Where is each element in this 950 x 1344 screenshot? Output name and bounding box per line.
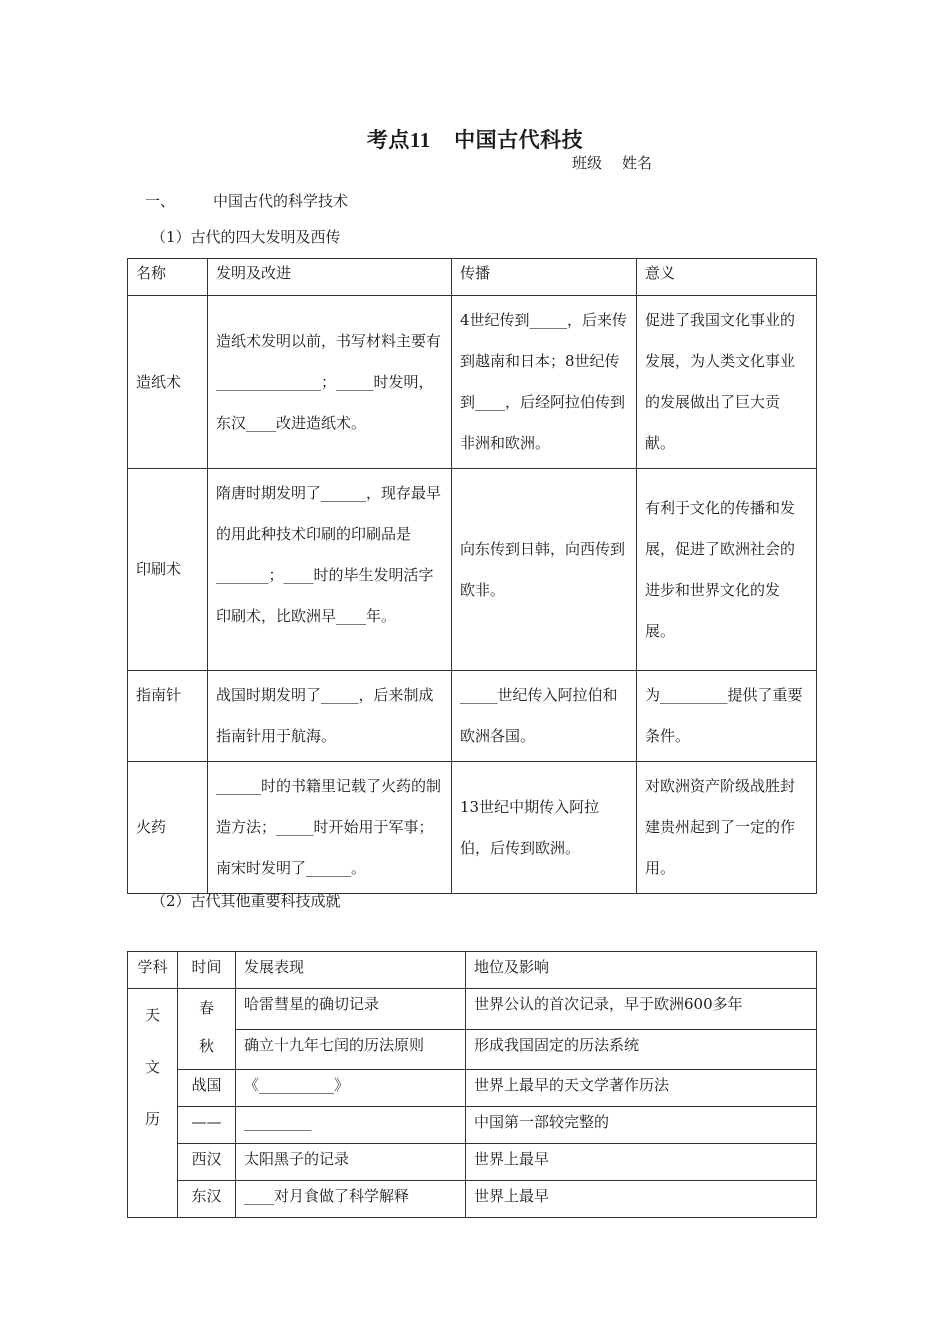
subject-char: 天 (144, 1006, 160, 1024)
subsection-four-inventions: （1）古代的四大发明及西传 (151, 228, 341, 246)
impact-cell: 世界上最早 (466, 1181, 817, 1218)
achievement-cell: ____对月食做了科学解释 (236, 1181, 466, 1218)
name-label: 姓名 (622, 154, 653, 172)
period-cell: 西汉 (178, 1144, 236, 1181)
subject-cell (128, 989, 178, 1218)
header-cell: 学科 (128, 952, 178, 989)
subject-char: 历 (144, 1110, 160, 1128)
header-cell: 传播 (452, 259, 637, 296)
subsection-other-achievements: （2）古代其他重要科技成就 (151, 892, 341, 910)
spread-detail: 4世纪传到_____，后来传到越南和日本；8世纪传到____，后经阿拉伯传到非洲和欧洲。 (452, 296, 637, 469)
invention-detail: 造纸术发明以前，书写材料主要有______________；_____时发明，东汉____改进造纸术。 (208, 296, 452, 469)
table-row (128, 1107, 817, 1144)
significance-detail: 促进了我国文化事业的发展，为人类文化事业的发展做出了巨大贡献。 (637, 296, 817, 469)
invention-name: 印刷术 (128, 469, 208, 671)
table-row (128, 1181, 817, 1218)
period-char: 秋 (198, 1037, 214, 1055)
title-prefix: 考点 (366, 127, 410, 152)
header-cell: 意义 (637, 259, 817, 296)
section-title: 中国古代的科学技术 (213, 192, 349, 210)
invention-detail: 战国时期发明了_____，后来制成指南针用于航海。 (208, 671, 452, 762)
spread-detail: _____世纪传入阿拉伯和欧洲各国。 (452, 671, 637, 762)
period-cell: 战国 (178, 1070, 236, 1107)
class-label: 班级 (572, 154, 603, 172)
impact-cell: 形成我国固定的历法系统 (466, 1029, 817, 1070)
significance-detail: 有利于文化的传播和发展，促进了欧洲社会的进步和世界文化的发展。 (637, 469, 817, 671)
four-inventions-table (127, 258, 817, 894)
title-number: 11 (409, 128, 431, 152)
table-header-row (128, 952, 817, 989)
table-row (128, 762, 817, 894)
table-row (128, 296, 817, 469)
achievement-cell: 《__________》 (236, 1070, 466, 1107)
achievements-table (127, 951, 817, 1218)
impact-cell: 中国第一部较完整的 (466, 1107, 817, 1144)
section-index: 一、 (145, 192, 176, 210)
page-title (0, 124, 950, 154)
invention-name: 造纸术 (128, 296, 208, 469)
table-row (128, 469, 817, 671)
subject-char: 文 (144, 1058, 160, 1076)
significance-detail: 为_________提供了重要条件。 (637, 671, 817, 762)
period-cell: 东汉 (178, 1181, 236, 1218)
class-name-line (572, 152, 672, 173)
impact-cell: 世界公认的首次记录，早于欧洲600多年 (466, 989, 817, 1030)
achievement-cell: 太阳黑子的记录 (236, 1144, 466, 1181)
header-cell: 名称 (128, 259, 208, 296)
achievement-cell: 确立十九年七闰的历法原则 (236, 1029, 466, 1070)
impact-cell: 世界上最早 (466, 1144, 817, 1181)
invention-name: 火药 (128, 762, 208, 894)
section-heading (145, 190, 348, 211)
table-row (128, 1070, 817, 1107)
invention-detail: 隋唐时期发明了______，现存最早的用此种技术印刷的印刷品是_______；____时的毕生发明活字印刷术，比欧洲早____年。 (208, 469, 452, 671)
table-row (128, 1144, 817, 1181)
title-topic: 中国古代科技 (454, 127, 584, 152)
significance-detail: 对欧洲资产阶级战胜封建贵州起到了一定的作用。 (637, 762, 817, 894)
period-cell (178, 989, 236, 1070)
period-char: 春 (198, 999, 214, 1017)
header-cell: 地位及影响 (466, 952, 817, 989)
invention-name: 指南针 (128, 671, 208, 762)
table-header-row (128, 259, 817, 296)
header-cell: 发展表现 (236, 952, 466, 989)
table-row (128, 671, 817, 762)
header-cell: 时间 (178, 952, 236, 989)
impact-cell: 世界上最早的天文学著作历法 (466, 1070, 817, 1107)
header-cell: 发明及改进 (208, 259, 452, 296)
achievement-cell: _________ (236, 1107, 466, 1144)
period-cell: —— (178, 1107, 236, 1144)
table-row (128, 989, 817, 1030)
achievement-cell: 哈雷彗星的确切记录 (236, 989, 466, 1030)
spread-detail: 向东传到日韩，向西传到欧非。 (452, 469, 637, 671)
invention-detail: ______时的书籍里记载了火药的制造方法；_____时开始用于军事；南宋时发明了______。 (208, 762, 452, 894)
spread-detail: 13世纪中期传入阿拉伯，后传到欧洲。 (452, 762, 637, 894)
